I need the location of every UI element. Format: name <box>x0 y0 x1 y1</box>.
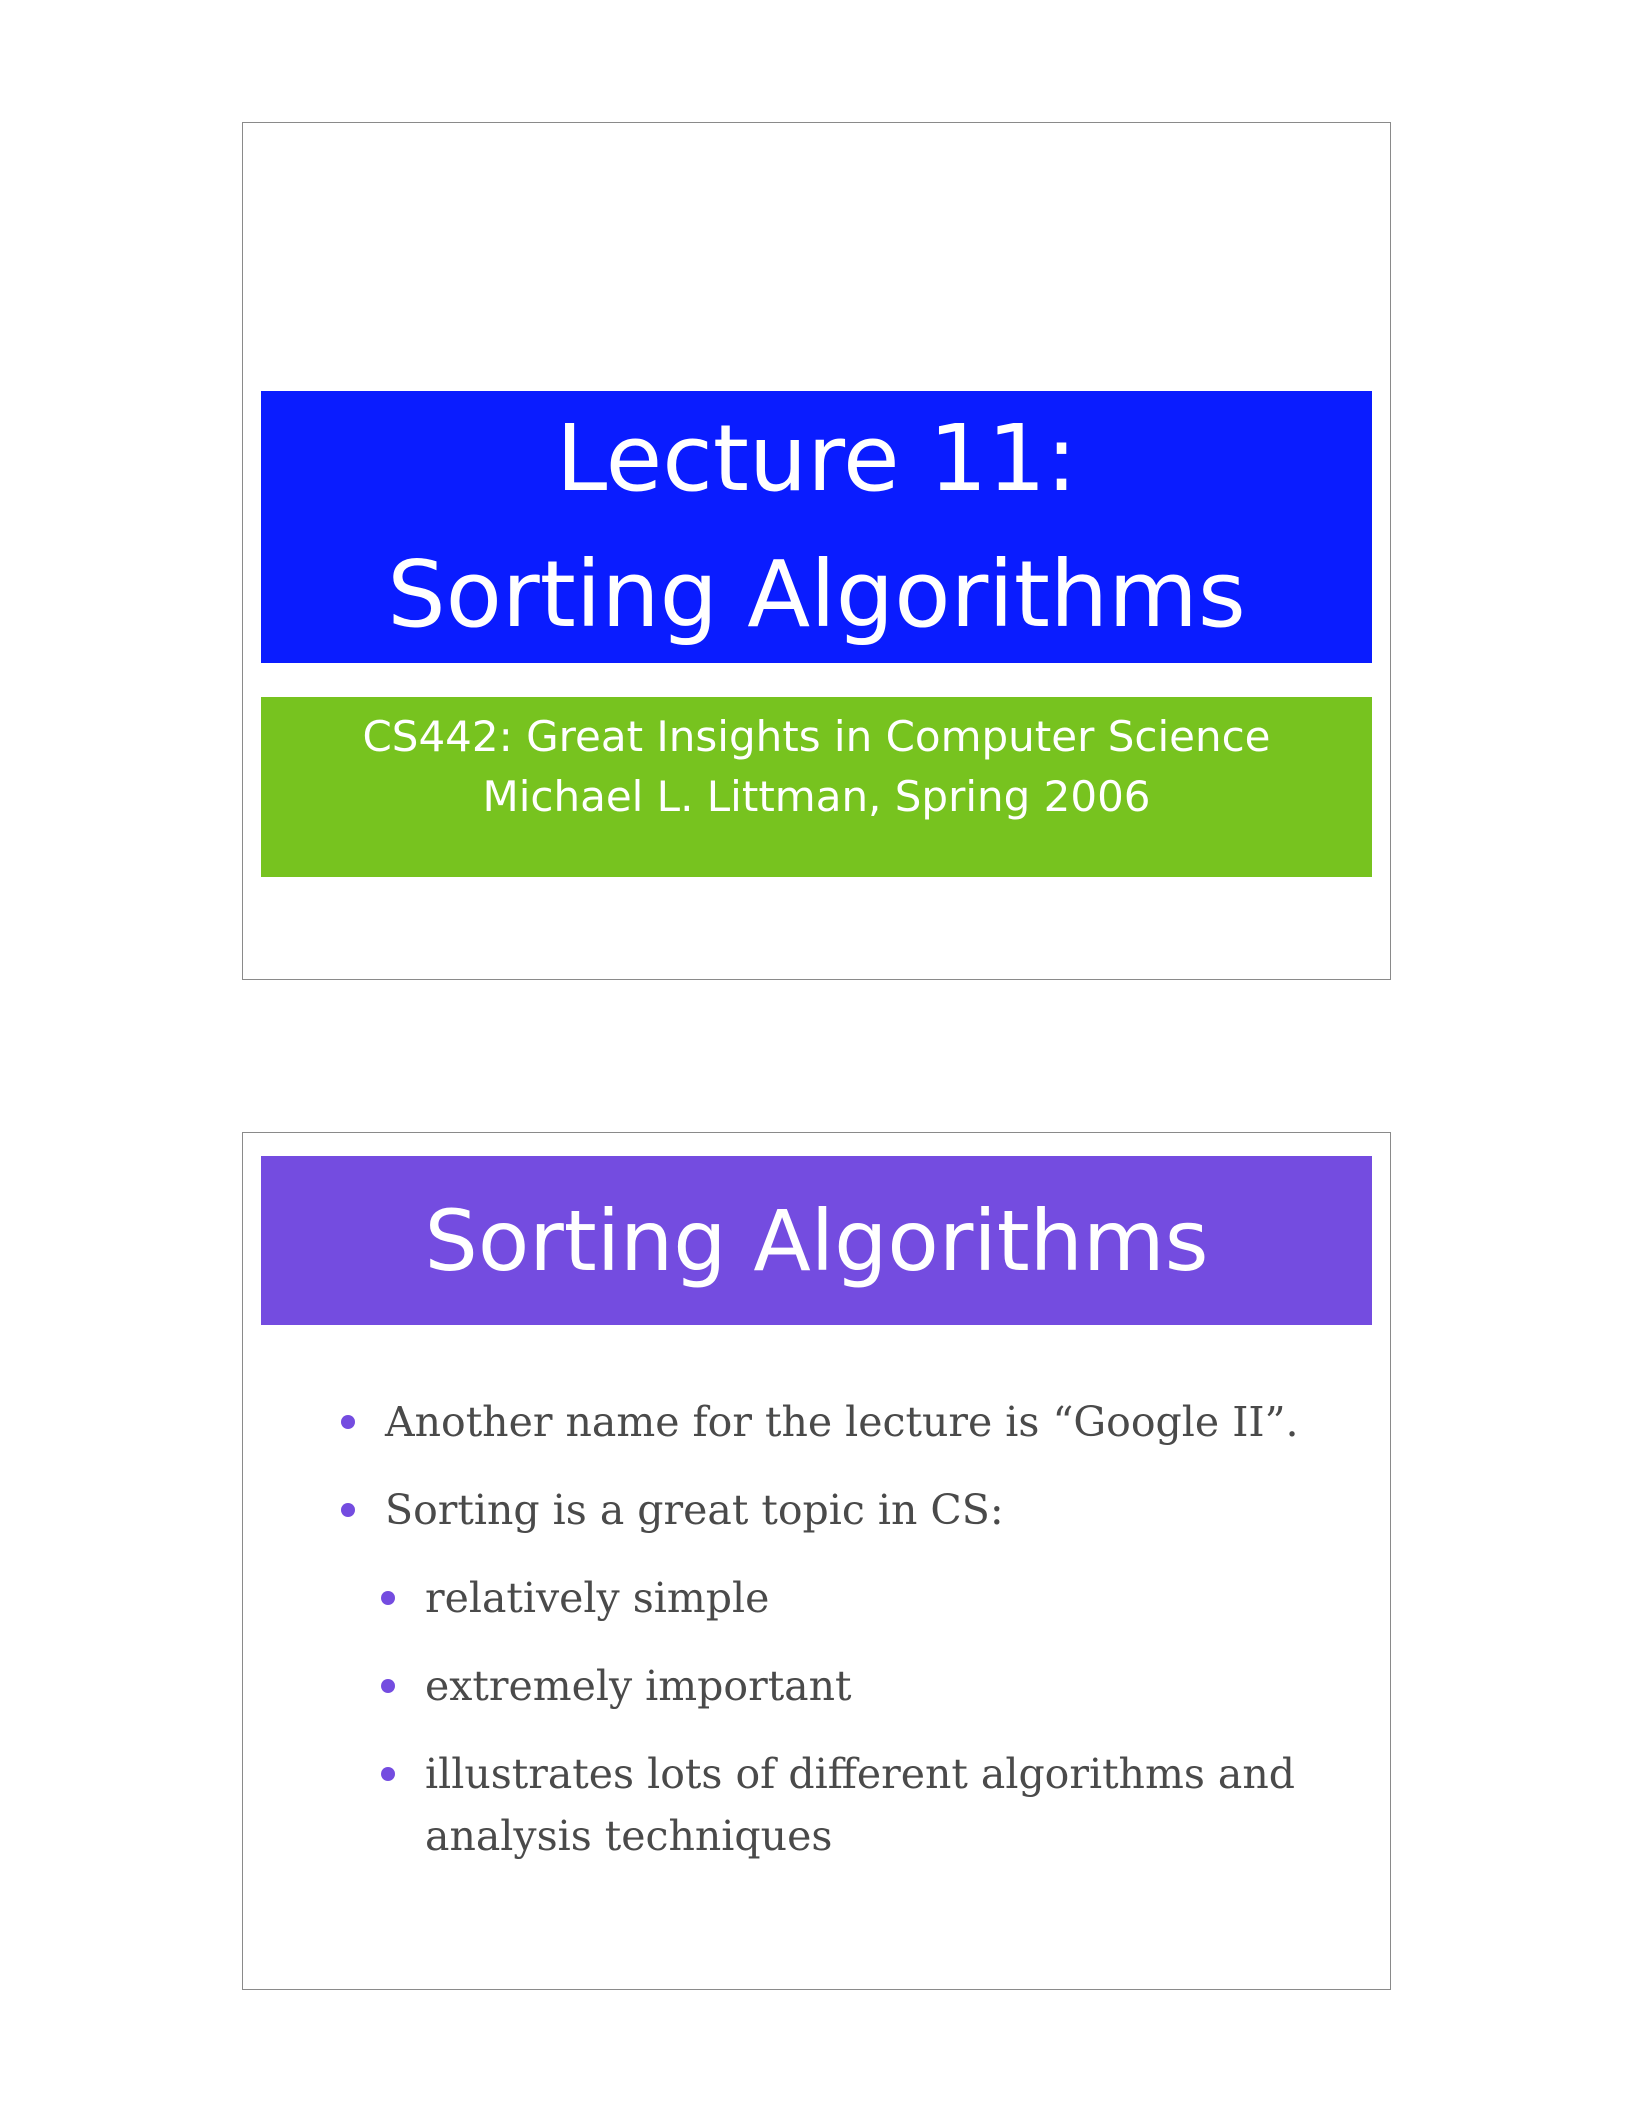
slide-2 <box>242 1132 1391 1990</box>
bullet-text-line-2: analysis techniques <box>425 1812 833 1860</box>
slide-2-bullet-list <box>341 1391 1321 1893</box>
bullet-dot-icon <box>341 1415 355 1429</box>
slide-1-title-line-2: Sorting Algorithms <box>387 541 1246 648</box>
slide-2-title-band <box>261 1156 1372 1325</box>
bullet-dot-icon <box>381 1591 395 1605</box>
bullet-text-line-1: illustrates lots of different algorithms and <box>425 1750 1296 1798</box>
sub-bullet-item <box>381 1567 1321 1629</box>
bullet-dot-icon <box>381 1767 395 1781</box>
bullet-text: relatively simple <box>425 1574 770 1622</box>
bullet-text: Another name for the lecture is “Google II”. <box>385 1398 1299 1446</box>
slide-1-title-band <box>261 391 1372 663</box>
bullet-item <box>341 1391 1321 1453</box>
slide-1-subtitle-band <box>261 697 1372 877</box>
sub-bullet-item <box>381 1743 1321 1867</box>
slide-1 <box>242 122 1391 980</box>
slide-2-title: Sorting Algorithms <box>424 1191 1209 1290</box>
sub-bullet-item <box>381 1655 1321 1717</box>
bullet-dot-icon <box>341 1503 355 1517</box>
slide-1-subtitle-line-1: CS442: Great Insights in Computer Science <box>362 712 1271 761</box>
slide-1-title-line-1: Lecture 11: <box>556 405 1077 512</box>
bullet-item <box>341 1479 1321 1541</box>
bullet-dot-icon <box>381 1679 395 1693</box>
bullet-text: extremely important <box>425 1662 852 1710</box>
slide-1-subtitle-line-2: Michael L. Littman, Spring 2006 <box>482 772 1151 821</box>
bullet-text: Sorting is a great topic in CS: <box>385 1486 1004 1534</box>
